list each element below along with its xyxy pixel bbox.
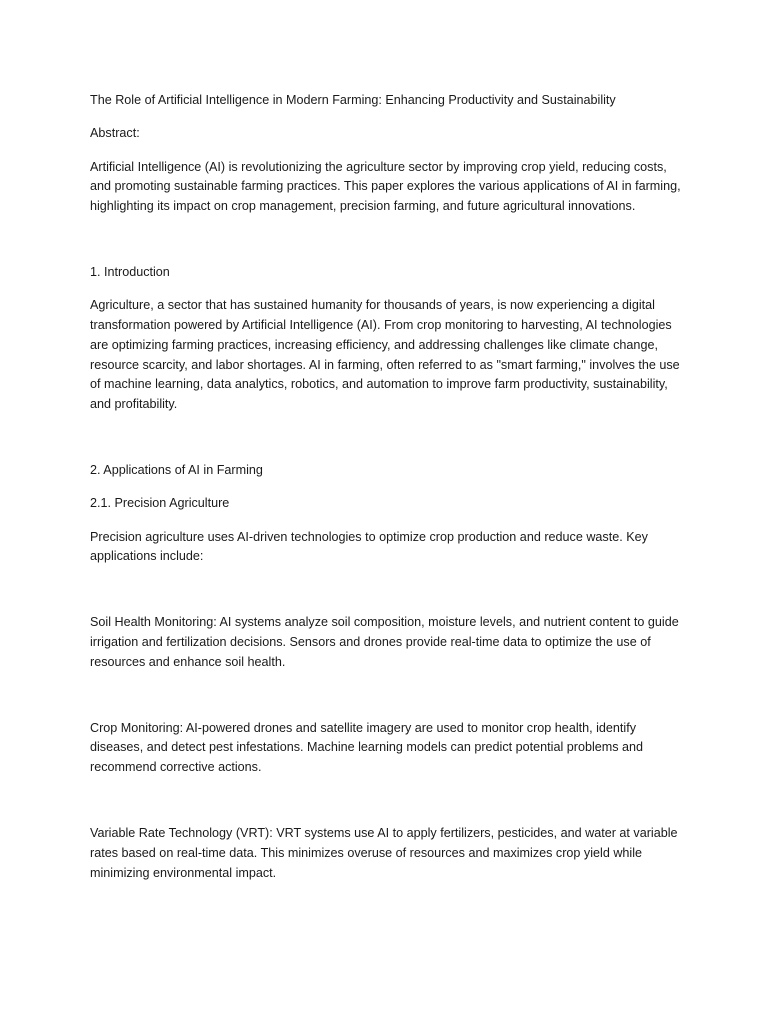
document-body — [90, 91, 682, 883]
introduction-paragraph: Agriculture, a sector that has sustained humanity for thousands of years, is now experiencing a digital transformation powered by Artificial Intelligence (AI). From crop monitoring to harvesting, AI technologies are optimizing farming practices, increasing efficiency, and addressing challenges like climate change, resource scarcity, and labor shortages. AI in farming, often referred to as "smart farming," involves the use of machine learning, data analytics, robotics, and automation to improve farm productivity, sustainability, and profitability. — [90, 298, 680, 412]
precision-agriculture-intro: Precision agriculture uses AI-driven technologies to optimize crop production and reduce waste. Key applications include: — [90, 529, 648, 564]
list-item-soil-health: Soil Health Monitoring: AI systems analyze soil composition, moisture levels, and nutrient content to guide irrigation and fertilization decisions. Sensors and drones provide real-time data to optimize the use of resources and enhance soil health. — [90, 615, 679, 669]
section-heading-applications: 2. Applications of AI in Farming — [90, 463, 263, 478]
subsection-heading-precision-agriculture: 2.1. Precision Agriculture — [90, 496, 230, 511]
abstract-paragraph: Artificial Intelligence (AI) is revolutionizing the agriculture sector by improving crop yield, reducing costs, and promoting sustainable farming practices. This paper explores the various applications of AI in farming, highlighting its impact on crop management, precision farming, and future agricultural innovations. — [90, 159, 681, 214]
abstract-heading: Abstract: — [90, 126, 140, 141]
list-item-variable-rate-technology: Variable Rate Technology (VRT): VRT systems use AI to apply fertilizers, pesticides, and water at variable rates based on real-time data. This minimizes overuse of resources and maximizes crop yield while minimizing environmental impact. — [90, 826, 678, 880]
list-item-crop-monitoring: Crop Monitoring: AI-powered drones and satellite imagery are used to monitor crop health, identify diseases, and detect pest infestations. Machine learning models can predict potential problems and recommend corrective actions. — [90, 720, 644, 775]
section-heading-introduction: 1. Introduction — [90, 264, 170, 279]
document-title: The Role of Artificial Intelligence in Modern Farming: Enhancing Productivity and Sustainability — [90, 93, 616, 107]
